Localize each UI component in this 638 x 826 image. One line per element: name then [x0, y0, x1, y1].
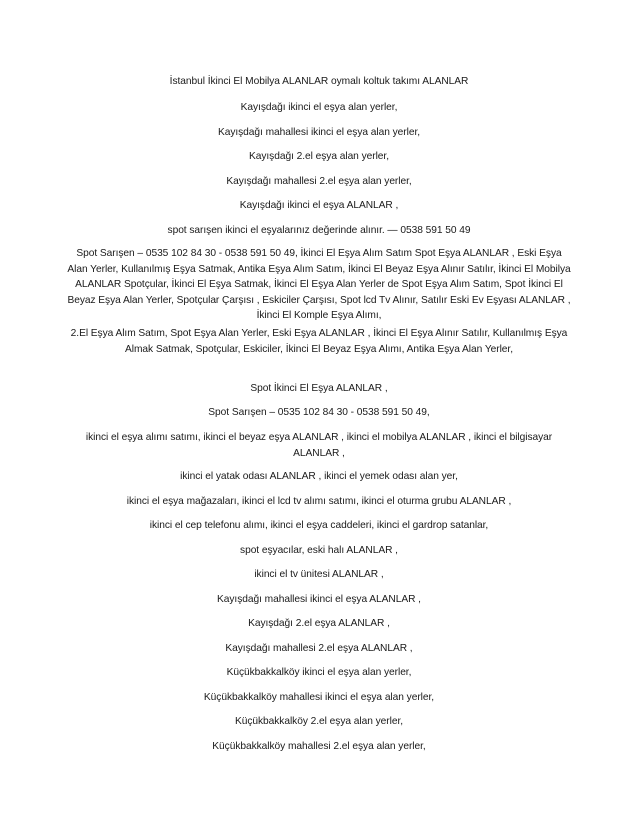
paragraph: Küçükbakkalköy mahallesi ikinci el eşya alan yerler,: [203, 692, 435, 703]
paragraph: Kayışdağı 2.el eşya alan yerler,: [249, 151, 389, 162]
paragraph: Kayışdağı mahallesi ikinci el eşya ALANLAR ,: [217, 594, 421, 605]
paragraph: ikinci el tv ünitesi ALANLAR ,: [254, 569, 384, 580]
paragraph: Kayışdağı 2.el eşya ALANLAR ,: [248, 618, 390, 629]
document-title-line: İstanbul İkinci El Mobilya ALANLAR oymalı koltuk takımı ALANLAR: [169, 76, 469, 87]
paragraph: Spot Sarışen – 0535 102 84 30 - 0538 591 50 49,: [208, 407, 430, 418]
paragraph: ikinci el eşya mağazaları, ikinci el lcd tv alımı satımı, ikinci el oturma grubu ALANLAR ,: [126, 496, 512, 507]
paragraph: ikinci el yatak odası ALANLAR , ikinci el yemek odası alan yer,: [180, 471, 458, 482]
paragraph: ikinci el eşya alımı satımı, ikinci el beyaz eşya ALANLAR , ikinci el mobilya ALANLAR , ikinci el bilgisayar ALANLAR ,: [85, 432, 553, 459]
paragraph: Küçükbakkalköy ikinci el eşya alan yerler,: [226, 667, 412, 678]
paragraph: 2.El Eşya Alım Satım, Spot Eşya Alan Yerler, Eski Eşya ALANLAR , İkinci El Eşya Alınır Satılır, Kullanılmış Eşya Almak Satmak, Spotçular, Eskiciler, İkinci El Beyaz Eşya Alımı, Antika Eşya Alan Yerler,: [70, 328, 568, 355]
paragraph: Spot Sarışen – 0535 102 84 30 - 0538 591 50 49, İkinci El Eşya Alım Satım Spot Eşya ALANLAR , Eski Eşya Alan Yerler, Kullanılmış Eşya Satmak, Antika Eşya Alım Satım, İkinci El Beyaz Eşya Alınır Satılır, İkinci El Mobilya ALANLAR Spotçular, İkinci El Eşya Satmak, İkinci El Eşya Alan Yerler de Spot Eşya Alım Satım, Spot İkinci El Beyaz Eşya Alan Yerler, Spotçular Çarşısı , Eskiciler Çarşısı, Spot lcd Tv Alınır, Satılır Eski Ev Eşyası ALANLAR , İkinci El Komple Eşya Alımı,: [67, 248, 571, 321]
paragraph: Küçükbakkalköy mahallesi 2.el eşya alan yerler,: [212, 741, 426, 752]
paragraph: Küçükbakkalköy 2.el eşya alan yerler,: [234, 716, 404, 727]
paragraph: ikinci el cep telefonu alımı, ikinci el eşya caddeleri, ikinci el gardrop satanlar,: [149, 520, 489, 531]
paragraph: spot sarışen ikinci el eşyalarınız değerinde alınır. — 0538 591 50 49: [167, 225, 471, 236]
paragraph: Kayışdağı mahallesi 2.el eşya alan yerler,: [226, 176, 412, 187]
paragraph: Kayışdağı ikinci el eşya ALANLAR ,: [239, 200, 399, 211]
paragraph: Kayışdağı mahallesi ikinci el eşya alan yerler,: [217, 127, 421, 138]
paragraph: Kayışdağı mahallesi 2.el eşya ALANLAR ,: [225, 643, 413, 654]
paragraph: spot eşyacılar, eski halı ALANLAR ,: [240, 545, 398, 556]
paragraph: Kayışdağı ikinci el eşya alan yerler,: [240, 102, 398, 113]
paragraph: Spot İkinci El Eşya ALANLAR ,: [250, 383, 388, 394]
